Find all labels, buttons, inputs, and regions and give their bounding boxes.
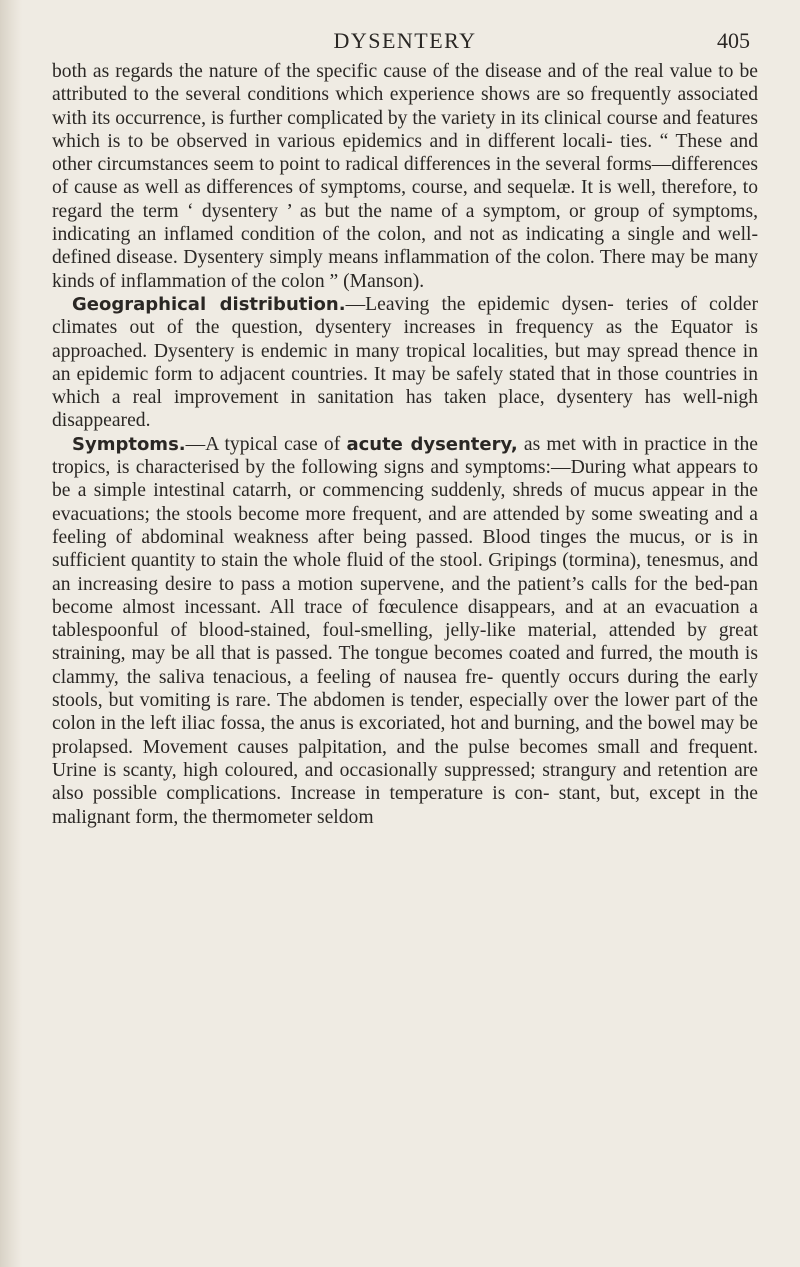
section-heading-geographical: Geographical distribution. bbox=[72, 293, 346, 315]
page-body bbox=[52, 60, 758, 829]
paragraph-geographical bbox=[52, 293, 758, 433]
term-acute-dysentery: acute dysentery, bbox=[346, 433, 518, 455]
section-heading-symptoms: Symptoms. bbox=[72, 433, 186, 455]
page-header bbox=[52, 20, 758, 60]
page-number: 405 bbox=[717, 28, 750, 53]
paragraph-intro bbox=[52, 60, 758, 293]
paragraph-symptoms bbox=[52, 433, 758, 829]
paragraph-symptoms-text-b: as met with in practice in the tropics, is characterised by the following signs and symptoms:—During what appears to be a simple intestinal catarrh, or commencing suddenly, shreds of mucus appear in the evacuations; the stools become more frequent, and are attended by some sweating and a feeling of abdominal weakness after being passed. Blood tinges the mucus, or is in sufficient quantity to stain the whole fluid of the stool. Gripings (tormina), tenesmus, and an increasing desire to pass a motion supervene, and the patient’s calls for the bed-pan become almost incessant. All trace of fœculence disappears, and at an evacuation a tablespoonful of blood-stained, foul-smelling, jelly-like material, attended by great straining, may be all that is passed. The tongue becomes coated and furred, the mouth is clammy, the saliva tenacious, a feeling of nausea fre- quently occurs during the early stools, but vomiting is rare. The abdomen is tender, especially over the lower part of the colon in the left iliac fossa, the anus is excoriated, hot and burning, and the bowel may be prolapsed. Movement causes palpitation, and the pulse becomes small and frequent. Urine is scanty, high coloured, and occasionally suppressed; strangury and retention are also possible complications. Increase in temperature is con- stant, but, except in the malignant form, the thermometer seldom bbox=[52, 433, 758, 828]
book-page bbox=[52, 20, 758, 829]
page-gutter-shadow bbox=[0, 0, 22, 1267]
paragraph-symptoms-text-a: —A typical case of bbox=[185, 433, 347, 455]
running-head: DYSENTERY bbox=[333, 28, 477, 53]
paragraph-intro-text: both as regards the nature of the specific cause of the disease and of the real value to be attributed to the several conditions which experience shows are so frequently associated with its occurrence, is further complicated by the variety in its clinical course and features which is to be observed in various epidemics and in different locali- ties. “ These and other circumstances seem to point to radical differences in the several forms—differences of cause as well as differences of symptoms, course, and sequelæ. It is well, therefore, to regard the term ‘ dysentery ’ as but the name of a symptom, or group of symptoms, indicating an inflamed condition of the colon, and not as indicating a single and well-defined disease. Dysentery simply means inflammation of the colon. There may be many kinds of inflammation of the colon ” (Manson). bbox=[52, 61, 758, 292]
paragraph-geographical-text: —Leaving the epidemic dysen- teries of colder climates out of the question, dysentery increases in frequency as the Equator is approached. Dysentery is endemic in many tropical localities, but may spread thence in an epidemic form to adjacent countries. It may be safely stated that in those countries in which a real improvement in sanitation has taken place, dysentery has well-nigh disappeared. bbox=[52, 293, 758, 432]
